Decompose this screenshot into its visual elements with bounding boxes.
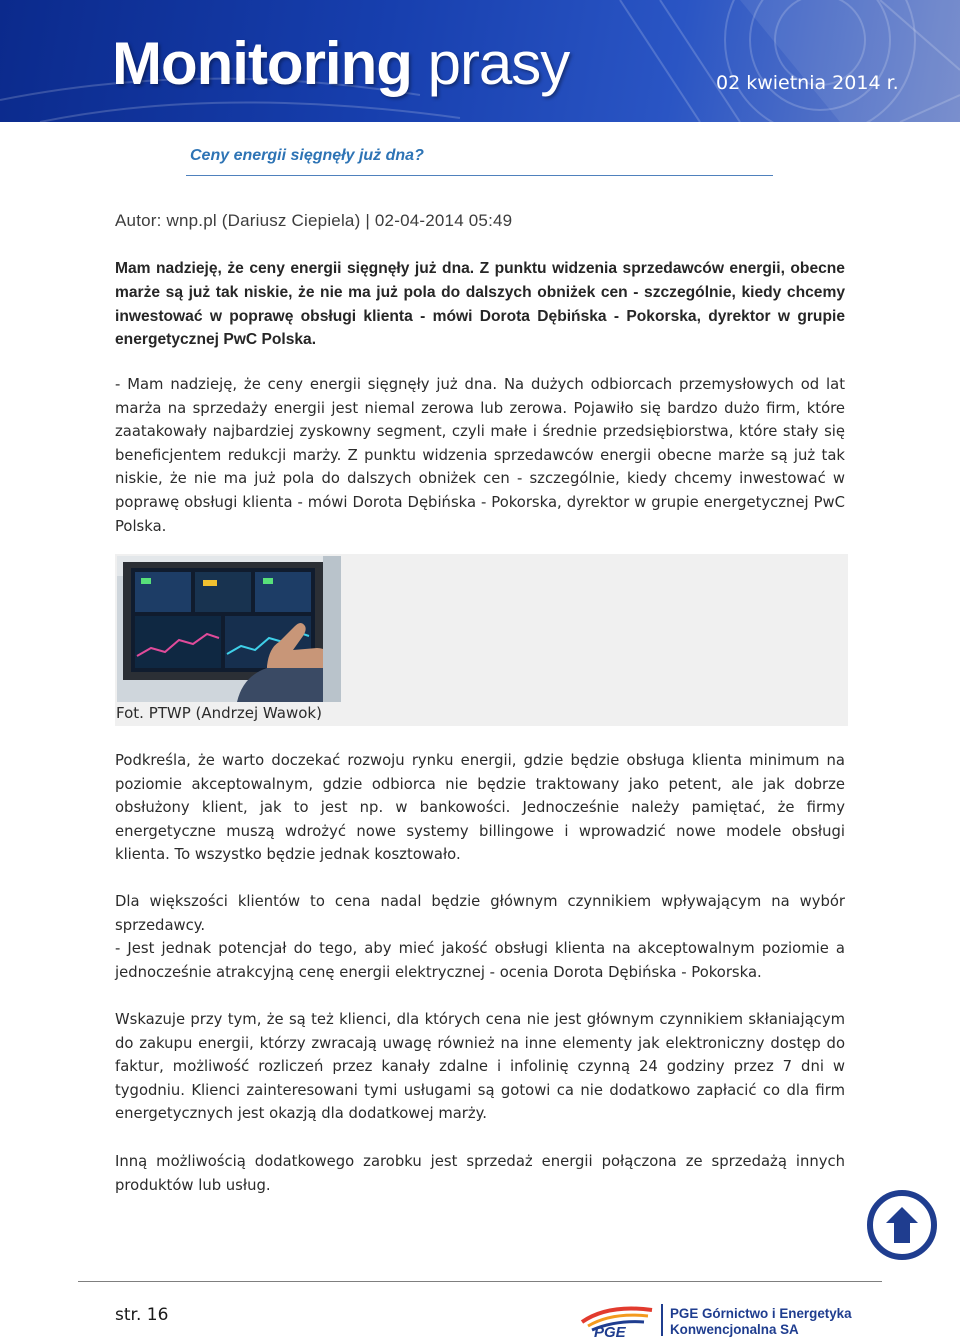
company-separator xyxy=(661,1304,663,1336)
page-title xyxy=(112,30,570,97)
title-bold: Monitoring xyxy=(112,30,412,97)
paragraph-4: Wskazuje przy tym, że są też klienci, dla których cena nie jest głównym czynnikiem skłaniającym do zakupu energii, którzy zwracają uwagę również na inne elementy jak elektroniczny dostęp do faktur, możliwość rozliczeń przez kanały zdalne i infolinię czynną 24 godziny przez 7 dni w tygodniu. Klienci zainteresowani tymi usługami są gotowi ca nie dodatkowo zapłacić co dla firm energetycznych jest okazją dla dodatkowej marży. xyxy=(115,1011,845,1123)
paragraph-3a: Dla większości klientów to cena nadal będzie głównym czynnikiem wpływającym na wybór sprzedawcy. xyxy=(115,893,845,934)
lead-paragraph: Mam nadzieję, że ceny energii sięgnęły już dna. Z punktu widzenia sprzedawców energii, obecne marże są już tak niskie, że nie ma już pola do dalszych obniżek cen - szczególnie, kiedy chcemy inwestować w poprawę obsługi klienta - mówi Dorota Dębińska - Pokorska, dyrektor w grupie energetycznej PwC Polska. xyxy=(115,260,845,349)
title-light: prasy xyxy=(427,30,570,97)
page-number: str. 16 xyxy=(115,1305,169,1325)
headline-divider xyxy=(186,175,773,176)
company-line-2: Konwencjonalna SA xyxy=(670,1321,799,1337)
arrow-up-circle-icon xyxy=(866,1189,938,1261)
issue-date: 02 kwietnia 2014 r. xyxy=(716,72,899,94)
paragraph-2: Podkreśla, że warto doczekać rozwoju rynku energii, gdzie będzie obsługa klienta minimum na poziomie akceptowalnym, gdzie odbiorca nie będzie traktowany jako petent, ale jak dobrze obsłużony klient, jak to jest np. w bankowości. Jednocześnie należy pamiętać, że firmy energetyczne muszą wdrożyć nowe systemy billingowe i wprowadzić nowe modele obsługi klienta. To wszystko będzie jednak kosztowało. xyxy=(115,752,845,864)
company-name xyxy=(670,1306,852,1337)
header-banner xyxy=(0,0,960,122)
paragraph-1: - Mam nadzieję, że ceny energii sięgnęły już dna. Na dużych odbiorcach przemysłowych od lat marża na sprzedaży energii jest niemal zerowa lub zerowa. Pojawiło się bardzo dużo firm, które zaatakowały najbardziej zyskowny segment, czyli małe i średnie przedsiębiorstwa, które stały się beneficjentem redukcji marży. Z punktu widzenia sprzedawców energii obecne marże są już tak niskie, że nie ma już pola do dalszych obniżek cen - szczególnie, kiedy chcemy inwestować w poprawę obsługi klienta - mówi Dorota Dębińska - Pokorska, dyrektor w grupie energetycznej PwC Polska. xyxy=(115,376,845,535)
pge-logo-text: PGE xyxy=(594,1324,626,1338)
footer-divider xyxy=(78,1281,882,1282)
back-to-top-button[interactable] xyxy=(866,1189,938,1261)
article-photo xyxy=(117,556,341,702)
article-headline[interactable]: Ceny energii sięgnęły już dna? xyxy=(190,147,424,164)
company-line-1: PGE Górnictwo i Energetyka xyxy=(670,1306,852,1321)
author-line: Autor: wnp.pl (Dariusz Ciepiela) | 02-04-2014 05:49 xyxy=(115,211,513,230)
paragraph-3b: - Jest jednak potencjał do tego, aby mieć jakość obsługi klienta na akceptowalnym poziomie a jednocześnie atrakcyjną cenę energii elektrycznej - ocenia Dorota Dębińska - Pokorska. xyxy=(115,940,845,981)
pge-logo xyxy=(578,1300,656,1338)
paragraph-5: Inną możliwością dodatkowego zarobku jest sprzedaż energii połączona ze sprzedażą innych produktów lub usług. xyxy=(115,1153,845,1194)
photo-caption: Fot. PTWP (Andrzej Wawok) xyxy=(116,704,322,722)
